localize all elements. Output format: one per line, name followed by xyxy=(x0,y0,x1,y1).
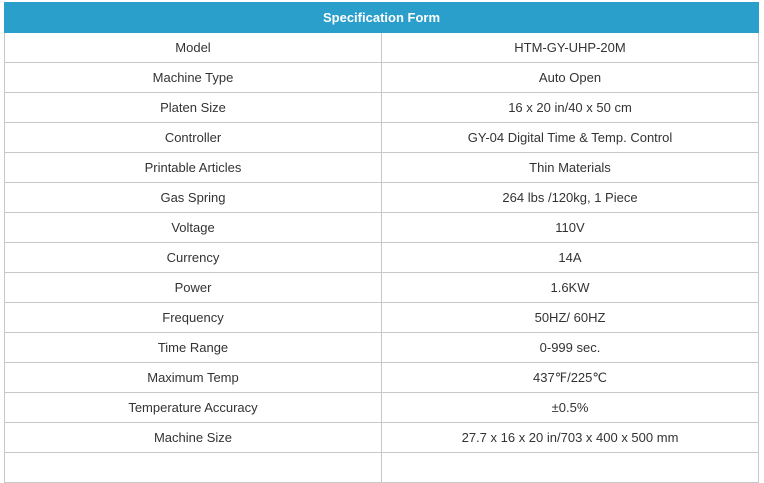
spec-row-frequency xyxy=(5,303,759,333)
spec-row-machine-size xyxy=(5,423,759,453)
spec-label: Machine Type xyxy=(5,63,382,93)
spec-value: 14A xyxy=(382,243,759,273)
spec-label: Maximum Temp xyxy=(5,363,382,393)
spec-row-time-range xyxy=(5,333,759,363)
spec-row-currency xyxy=(5,243,759,273)
spec-row-voltage xyxy=(5,213,759,243)
spec-value: 50HZ/ 60HZ xyxy=(382,303,759,333)
spec-label: Temperature Accuracy xyxy=(5,393,382,423)
spec-row-printable-articles xyxy=(5,153,759,183)
spec-row-power xyxy=(5,273,759,303)
spec-value: 1.6KW xyxy=(382,273,759,303)
spec-label: Model xyxy=(5,33,382,63)
spec-label: Gas Spring xyxy=(5,183,382,213)
spec-row-controller xyxy=(5,123,759,153)
specification-form xyxy=(4,2,759,483)
spec-row-maximum-temp xyxy=(5,363,759,393)
spec-value: GY-04 Digital Time & Temp. Control xyxy=(382,123,759,153)
spec-label: Currency xyxy=(5,243,382,273)
spec-value: 0-999 sec. xyxy=(382,333,759,363)
spec-row-model xyxy=(5,33,759,63)
spec-value: 110V xyxy=(382,213,759,243)
spec-label: Time Range xyxy=(5,333,382,363)
spec-row-platen-size xyxy=(5,93,759,123)
spec-table xyxy=(4,2,759,483)
spec-title: Specification Form xyxy=(5,3,759,33)
spec-label: Printable Articles xyxy=(5,153,382,183)
spec-label: Frequency xyxy=(5,303,382,333)
spec-value: Thin Materials xyxy=(382,153,759,183)
spec-value: HTM-GY-UHP-20M xyxy=(382,33,759,63)
spec-row-temperature-accuracy xyxy=(5,393,759,423)
spec-row-machine-type xyxy=(5,63,759,93)
spec-label: Controller xyxy=(5,123,382,153)
spec-value: 16 x 20 in/40 x 50 cm xyxy=(382,93,759,123)
spec-label: Power xyxy=(5,273,382,303)
spec-value: 437℉/225℃ xyxy=(382,363,759,393)
spec-value: 27.7 x 16 x 20 in/703 x 400 x 500 mm xyxy=(382,423,759,453)
spec-row-gas-spring xyxy=(5,183,759,213)
spec-header-row xyxy=(5,3,759,33)
spec-label: Voltage xyxy=(5,213,382,243)
spec-label: Platen Size xyxy=(5,93,382,123)
spec-value: 264 lbs /120kg, 1 Piece xyxy=(382,183,759,213)
spec-value: Auto Open xyxy=(382,63,759,93)
spec-label: Machine Size xyxy=(5,423,382,453)
spec-value: ±0.5% xyxy=(382,393,759,423)
